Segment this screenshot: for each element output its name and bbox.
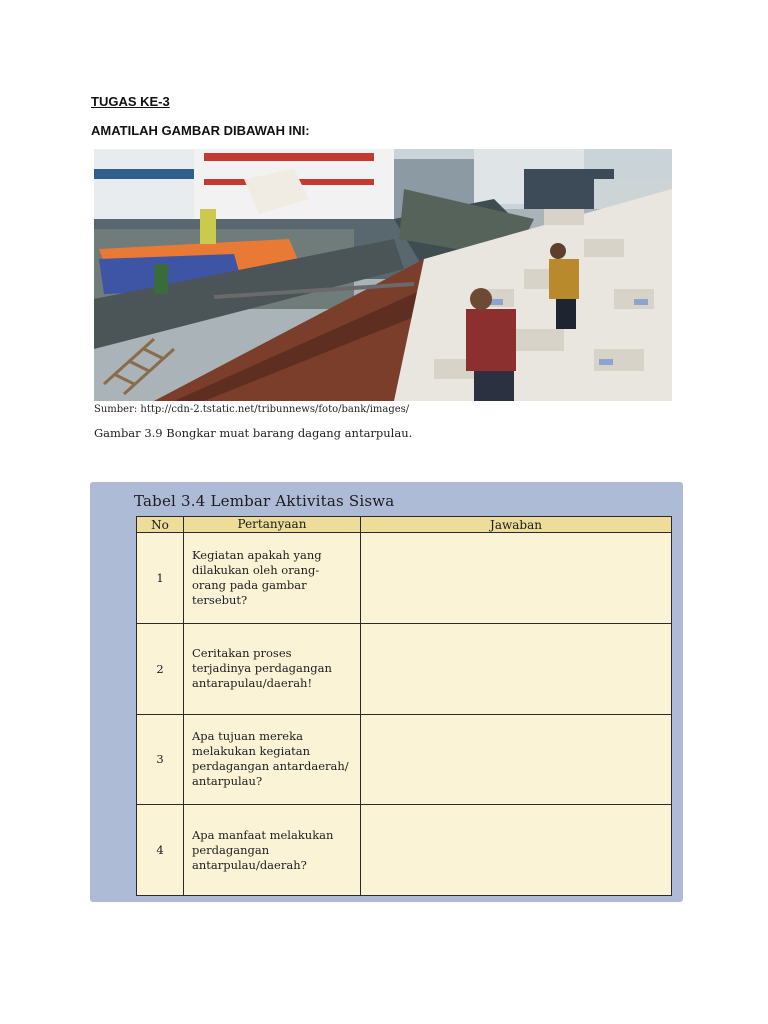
row-question: Apa manfaat melakukan perdagangan antarpulau/daerah? — [184, 805, 361, 896]
row-number: 2 — [137, 623, 184, 714]
row-question: Ceritakan proses terjadinya perdagangan antarapulau/daerah! — [184, 623, 361, 714]
row-question: Apa tujuan mereka melakukan kegiatan perdagangan antardaerah/ antarpulau? — [184, 714, 361, 805]
table-row — [137, 714, 672, 805]
task-title: TUGAS KE-3 — [91, 94, 170, 109]
harbor-photo-illustration — [94, 149, 672, 401]
image-caption: Gambar 3.9 Bongkar muat barang dagang antarpulau. — [94, 426, 413, 440]
row-number: 3 — [137, 714, 184, 805]
table-row — [137, 533, 672, 624]
worksheet-title: Tabel 3.4 Lembar Aktivitas Siswa — [134, 492, 395, 510]
row-answer-field[interactable] — [361, 714, 672, 805]
header-answer: Jawaban — [361, 517, 672, 533]
row-answer-field[interactable] — [361, 623, 672, 714]
row-number: 4 — [137, 805, 184, 896]
row-question: Kegiatan apakah yang dilakukan oleh orang-orang pada gambar tersebut? — [184, 533, 361, 624]
header-no: No — [137, 517, 184, 533]
row-answer-field[interactable] — [361, 533, 672, 624]
harbor-photo — [94, 149, 672, 401]
table-row — [137, 805, 672, 896]
image-source: Sumber: http://cdn-2.tstatic.net/tribunnews/foto/bank/images/ — [94, 404, 410, 415]
activity-table — [136, 516, 672, 896]
header-question: Pertanyaan — [184, 517, 361, 533]
activity-worksheet — [90, 482, 683, 902]
row-number: 1 — [137, 533, 184, 624]
table-header-row — [137, 517, 672, 533]
instruction-text: AMATILAH GAMBAR DIBAWAH INI: — [91, 123, 310, 138]
row-answer-field[interactable] — [361, 805, 672, 896]
table-row — [137, 623, 672, 714]
